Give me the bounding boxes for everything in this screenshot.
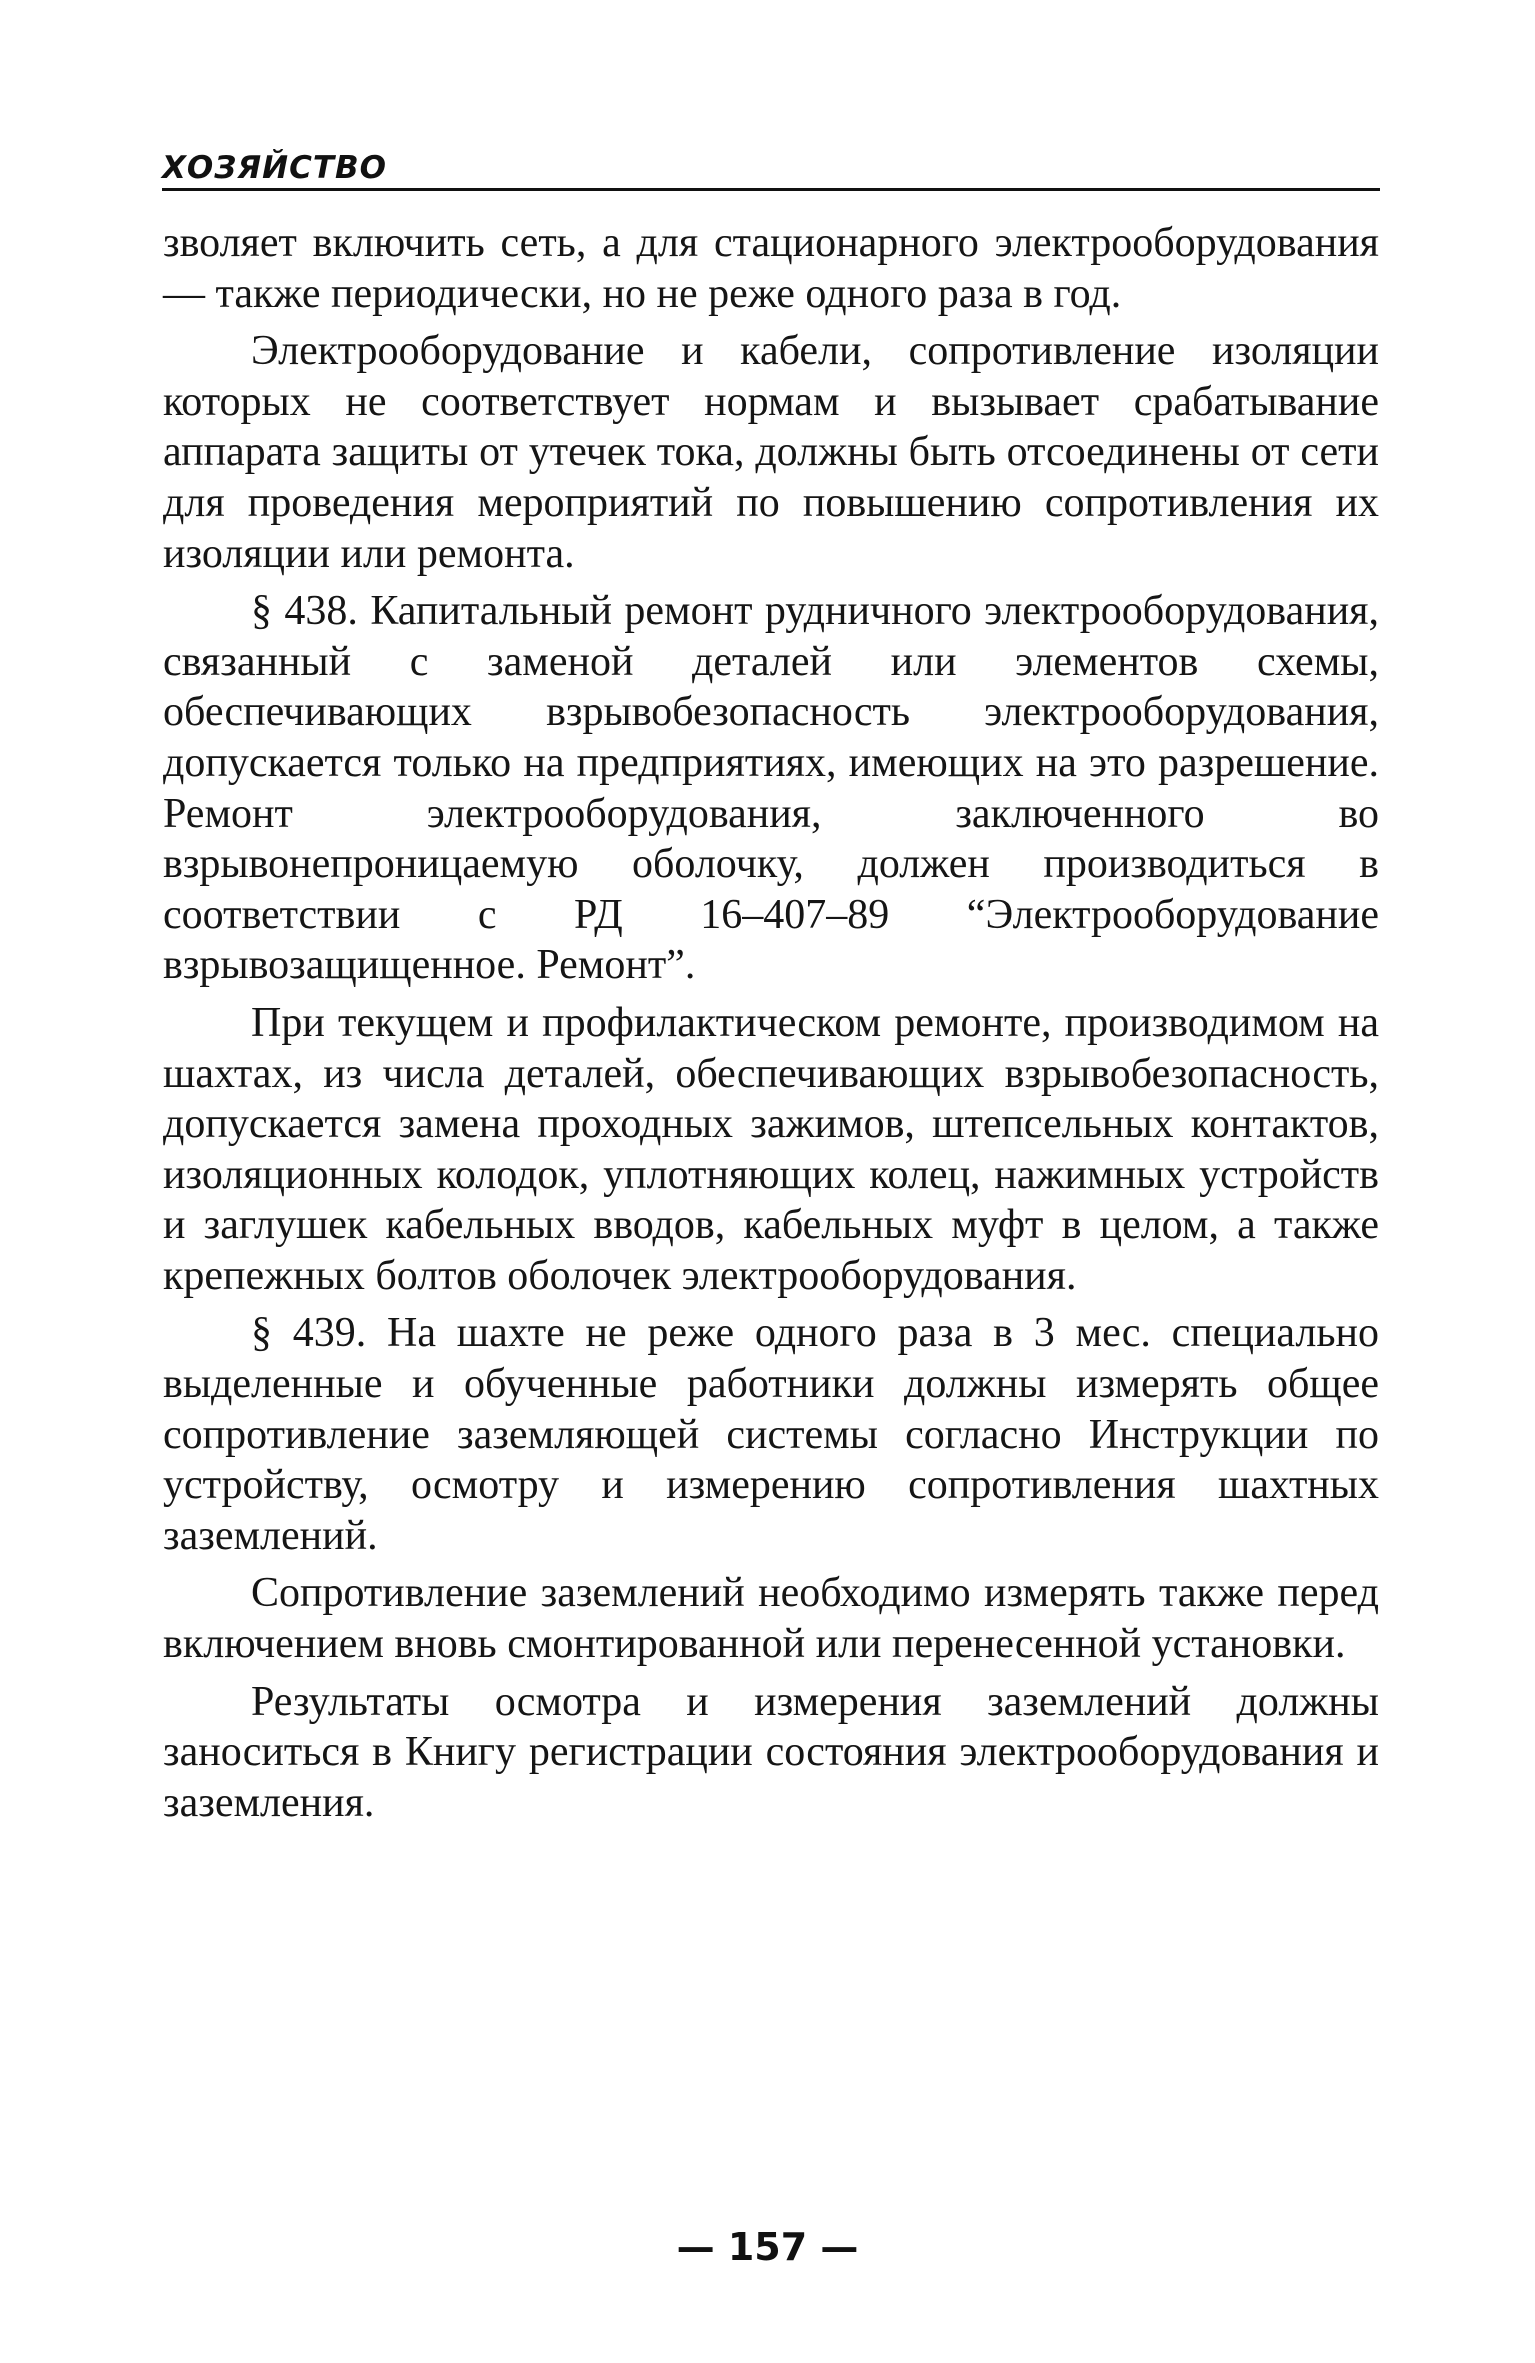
body-text <box>163 218 1379 1835</box>
running-head-rule <box>162 188 1380 191</box>
paragraph-results-registration: Результаты осмотра и измерения заземлений должны заноситься в Книгу регистрации состояния электрооборудования и заземления. <box>163 1678 1379 1826</box>
paragraph-section-439: § 439. На шахте не реже одного раза в 3 мес. специально выделенные и обученные работники должны измерять общее сопротивление заземляющей системы согласно Инструкции по устройству, осмотру и измерению сопротивления шахтных заземлений. <box>163 1310 1379 1559</box>
paragraph-section-438: § 438. Капитальный ремонт рудничного электрооборудования, связанный с заменой деталей или элементов схемы, обеспечивающих взрывобезопасность электрооборудования, допускается только на предприятиях, имеющих на это разрешение. Ремонт электрооборудования, заключенного во взрывонепроницаемую оболочку, должен производиться в соответствии с РД 16–407–89 “Электрооборудование взрывозащищенное. Ремонт”. <box>163 588 1379 989</box>
running-head <box>162 150 1380 190</box>
paragraph-continuation: зволяет включить сеть, а для стационарного электрооборудования — также периодически, но не реже одного раза в год. <box>163 220 1379 317</box>
page-number: — 157 — <box>676 2225 859 2269</box>
running-head-title: ХОЗЯЙСТВО <box>162 150 387 186</box>
paragraph-current-repair: При текущем и профилактическом ремонте, производимом на шахтах, из числа деталей, обеспечивающих взрывобезопасность, допускается замена проходных зажимов, штепсельных контактов, изоляционных колодок, уплотняющих колец, нажимных устройств и заглушек кабельных вводов, кабельных муфт в целом, а также крепежных болтов оболочек электрооборудования. <box>163 999 1379 1299</box>
paragraph-insulation: Электрооборудование и кабели, сопротивление изоляции которых не соответствует нормам и вызывает срабатывание аппарата защиты от утечек тока, должны быть отсоединены от сети для проведения мероприятий по повышению сопротивления их изоляции или ремонта. <box>163 328 1379 577</box>
paragraph-grounding-measurement: Сопротивление заземлений необходимо измерять также перед включением вновь смонтированной или перенесенной установки. <box>163 1570 1379 1668</box>
